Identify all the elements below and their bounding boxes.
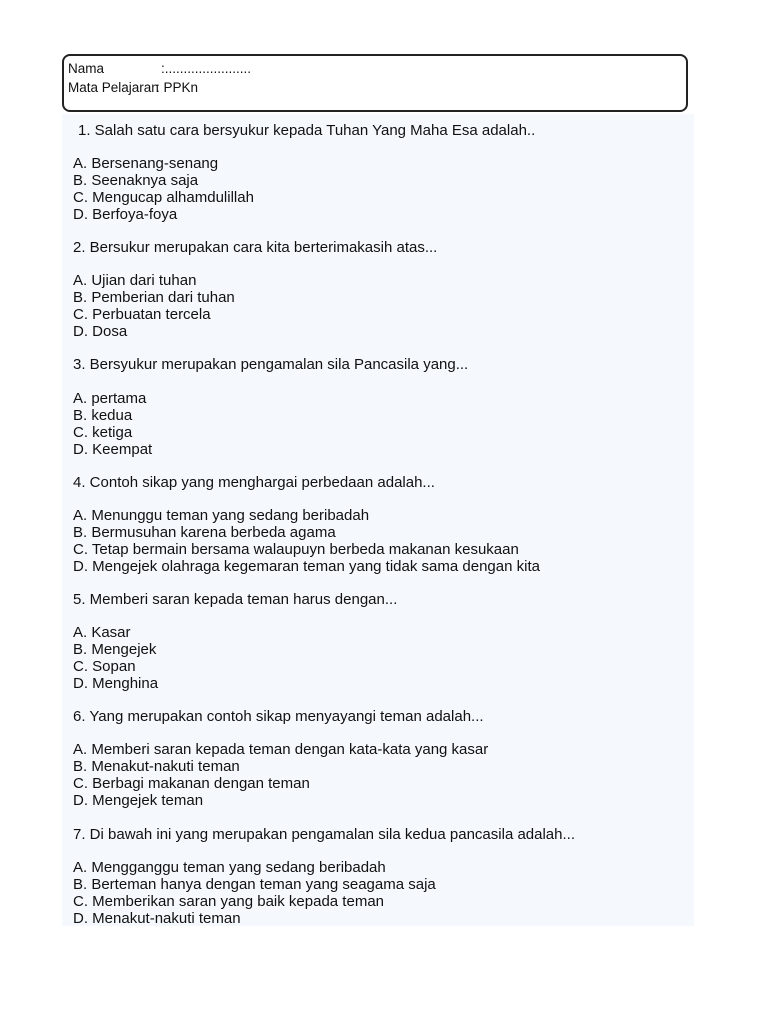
question-2-option-b: B. Pemberian dari tuhan: [73, 289, 235, 306]
question-1-option-a: A. Bersenang-senang: [73, 155, 219, 172]
question-4-option-a: A. Menunggu teman yang sedang beribadah: [73, 507, 370, 524]
name-row: [68, 60, 251, 78]
question-3: 3. Bersyukur merupakan pengamalan sila Pancasila yang...: [73, 356, 469, 373]
question-4-option-c: C. Tetap bermain bersama walaupuyn berbeda makanan kesukaan: [73, 541, 519, 558]
question-2-option-a: A. Ujian dari tuhan: [73, 272, 197, 289]
question-7-option-c: C. Memberikan saran yang baik kepada teman: [73, 893, 385, 910]
subject-label: Mata Pelajaran: [68, 80, 159, 95]
question-7-option-d: D. Menakut-nakuti teman: [73, 910, 241, 927]
question-2-option-c: C. Perbuatan tercela: [73, 306, 211, 323]
question-1: 1. Salah satu cara bersyukur kepada Tuhan Yang Maha Esa adalah..: [78, 122, 536, 139]
question-3-option-d: D. Keempat: [73, 441, 153, 458]
question-1-option-b: B. Seenaknya saja: [73, 172, 199, 189]
question-5-option-b: B. Mengejek: [73, 641, 157, 658]
question-2: 2. Bersukur merupakan cara kita berterimakasih atas...: [73, 239, 438, 256]
question-7: 7. Di bawah ini yang merupakan pengamalan sila kedua pancasila adalah...: [73, 826, 575, 843]
question-5: 5. Memberi saran kepada teman harus dengan...: [73, 591, 398, 608]
question-2-option-d: D. Dosa: [73, 323, 128, 340]
question-4-option-d: D. Mengejek olahraga kegemaran teman yang tidak sama dengan kita: [73, 558, 540, 575]
question-5-option-a: A. Kasar: [73, 624, 131, 641]
name-label: Nama: [68, 61, 105, 76]
question-6-option-a: A. Memberi saran kepada teman dengan kata-kata yang kasar: [73, 741, 489, 758]
question-1-option-c: C. Mengucap alhamdulillah: [73, 189, 254, 206]
subject-value: : PPKn: [156, 80, 199, 95]
question-6-option-d: D. Mengejek teman: [73, 792, 204, 809]
question-6-option-c: C. Berbagi makanan dengan teman: [73, 775, 310, 792]
question-6: 6. Yang merupakan contoh sikap menyayangi teman adalah...: [73, 708, 484, 725]
question-4: 4. Contoh sikap yang menghargai perbedaan adalah...: [73, 474, 435, 491]
subject-row: [68, 79, 198, 97]
question-list: [62, 114, 694, 926]
question-3-option-c: C. ketiga: [73, 424, 133, 441]
name-field: :.......................: [161, 61, 252, 76]
student-info-box: [62, 54, 688, 112]
question-5-option-d: D. Menghina: [73, 675, 159, 692]
question-4-option-b: B. Bermusuhan karena berbeda agama: [73, 524, 336, 541]
question-7-option-a: A. Mengganggu teman yang sedang beribadah: [73, 859, 386, 876]
question-3-option-a: A. pertama: [73, 390, 147, 407]
question-1-option-d: D. Berfoya-foya: [73, 206, 178, 223]
question-7-option-b: B. Berteman hanya dengan teman yang seagama saja: [73, 876, 436, 893]
question-6-option-b: B. Menakut-nakuti teman: [73, 758, 240, 775]
question-5-option-c: C. Sopan: [73, 658, 136, 675]
question-3-option-b: B. kedua: [73, 407, 133, 424]
